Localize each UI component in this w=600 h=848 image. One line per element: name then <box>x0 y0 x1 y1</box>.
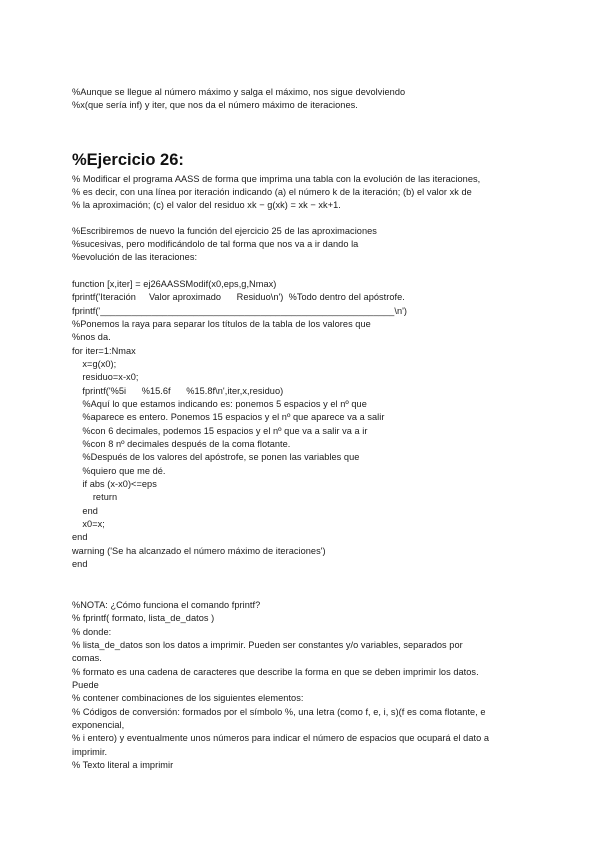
code-line: return <box>72 492 118 502</box>
code-line: %quiero que me dé. <box>72 466 166 476</box>
note-line: % lista_de_datos son los datos a imprimir. Pueden ser constantes y/o variables, separados por <box>72 640 463 650</box>
code-line: %con 6 decimales, podemos 15 espacios y el nº que va a salir va a ir <box>72 426 368 436</box>
note-line: % donde: <box>72 627 112 637</box>
note-line: % contener combinaciones de los siguientes elementos: <box>72 693 304 703</box>
code-line: fprintf('_________________________________________________________\n') <box>72 306 408 316</box>
note-line: % formato es una cadena de caracteres que describe la forma en que se deben imprimir los datos. <box>72 667 479 677</box>
code-line: fprintf('Iteración Valor aproximado Residuo\n') %Todo dentro del apóstrofe. <box>72 292 405 302</box>
text-line: % la aproximación; (c) el valor del residuo xk − g(xk) = xk − xk+1. <box>72 200 341 210</box>
code-line: %Ponemos la raya para separar los títulos de la tabla de los valores que <box>72 319 371 329</box>
intro-line-1: %Aunque se llegue al número máximo y salga el máximo, nos sigue devolviendo <box>72 87 406 97</box>
code-line: end <box>72 559 88 569</box>
code-line: %aparece es entero. Ponemos 15 espacios y el nº que aparece va a salir <box>72 412 385 422</box>
note-line: %NOTA: ¿Cómo funciona el comando fprintf? <box>72 600 261 610</box>
code-line: function [x,iter] = ej26AASSModif(x0,eps,g,Nmax) <box>72 279 277 289</box>
note-line: % fprintf( formato, lista_de_datos ) <box>72 613 215 623</box>
code-line: for iter=1:Nmax <box>72 346 136 356</box>
code-line: %con 8 nº decimales después de la coma flotante. <box>72 439 291 449</box>
text-line: %evolución de las iteraciones: <box>72 252 198 262</box>
code-line: %nos da. <box>72 332 111 342</box>
code-line: fprintf('%5i %15.6f %15.8f\n',iter,x,residuo) <box>72 386 284 396</box>
code-line: residuo=x-x0; <box>72 372 139 382</box>
text-line: % es decir, con una línea por iteración indicando (a) el número k de la iteración; (b) el valor xk de <box>72 187 472 197</box>
intro-line-2: %x(que sería inf) y iter, que nos da el número máximo de iteraciones. <box>72 100 358 110</box>
text-line: %sucesivas, pero modificándolo de tal forma que nos va a ir dando la <box>72 239 359 249</box>
code-line: warning ('Se ha alcanzado el número máximo de iteraciones') <box>72 546 326 556</box>
note-line: % Códigos de conversión: formados por el símbolo %, una letra (como f, e, i, s)(f es coma flotante, e <box>72 707 486 717</box>
code-line: end <box>72 506 98 516</box>
code-line: end <box>72 532 88 542</box>
note-line: % Texto literal a imprimir <box>72 760 174 770</box>
note-line: Puede <box>72 680 99 690</box>
note-line: imprimir. <box>72 747 108 757</box>
code-line: if abs (x-x0)<=eps <box>72 479 157 489</box>
code-line: %Aquí lo que estamos indicando es: ponemos 5 espacios y el nº que <box>72 399 367 409</box>
code-line: %Después de los valores del apóstrofe, se ponen las variables que <box>72 452 360 462</box>
text-line: % Modificar el programa AASS de forma que imprima una tabla con la evolución de las iteraciones, <box>72 174 481 184</box>
note-line: % i entero) y eventualmente unos números para indicar el número de espacios que ocupará el dato a <box>72 733 490 743</box>
note-line: comas. <box>72 653 102 663</box>
code-line: x0=x; <box>72 519 105 529</box>
text-line: %Escribiremos de nuevo la función del ejercicio 25 de las aproximaciones <box>72 226 377 236</box>
code-line: x=g(x0); <box>72 359 117 369</box>
note-line: exponencial, <box>72 720 125 730</box>
exercise-heading: %Ejercicio 26: <box>72 151 184 169</box>
